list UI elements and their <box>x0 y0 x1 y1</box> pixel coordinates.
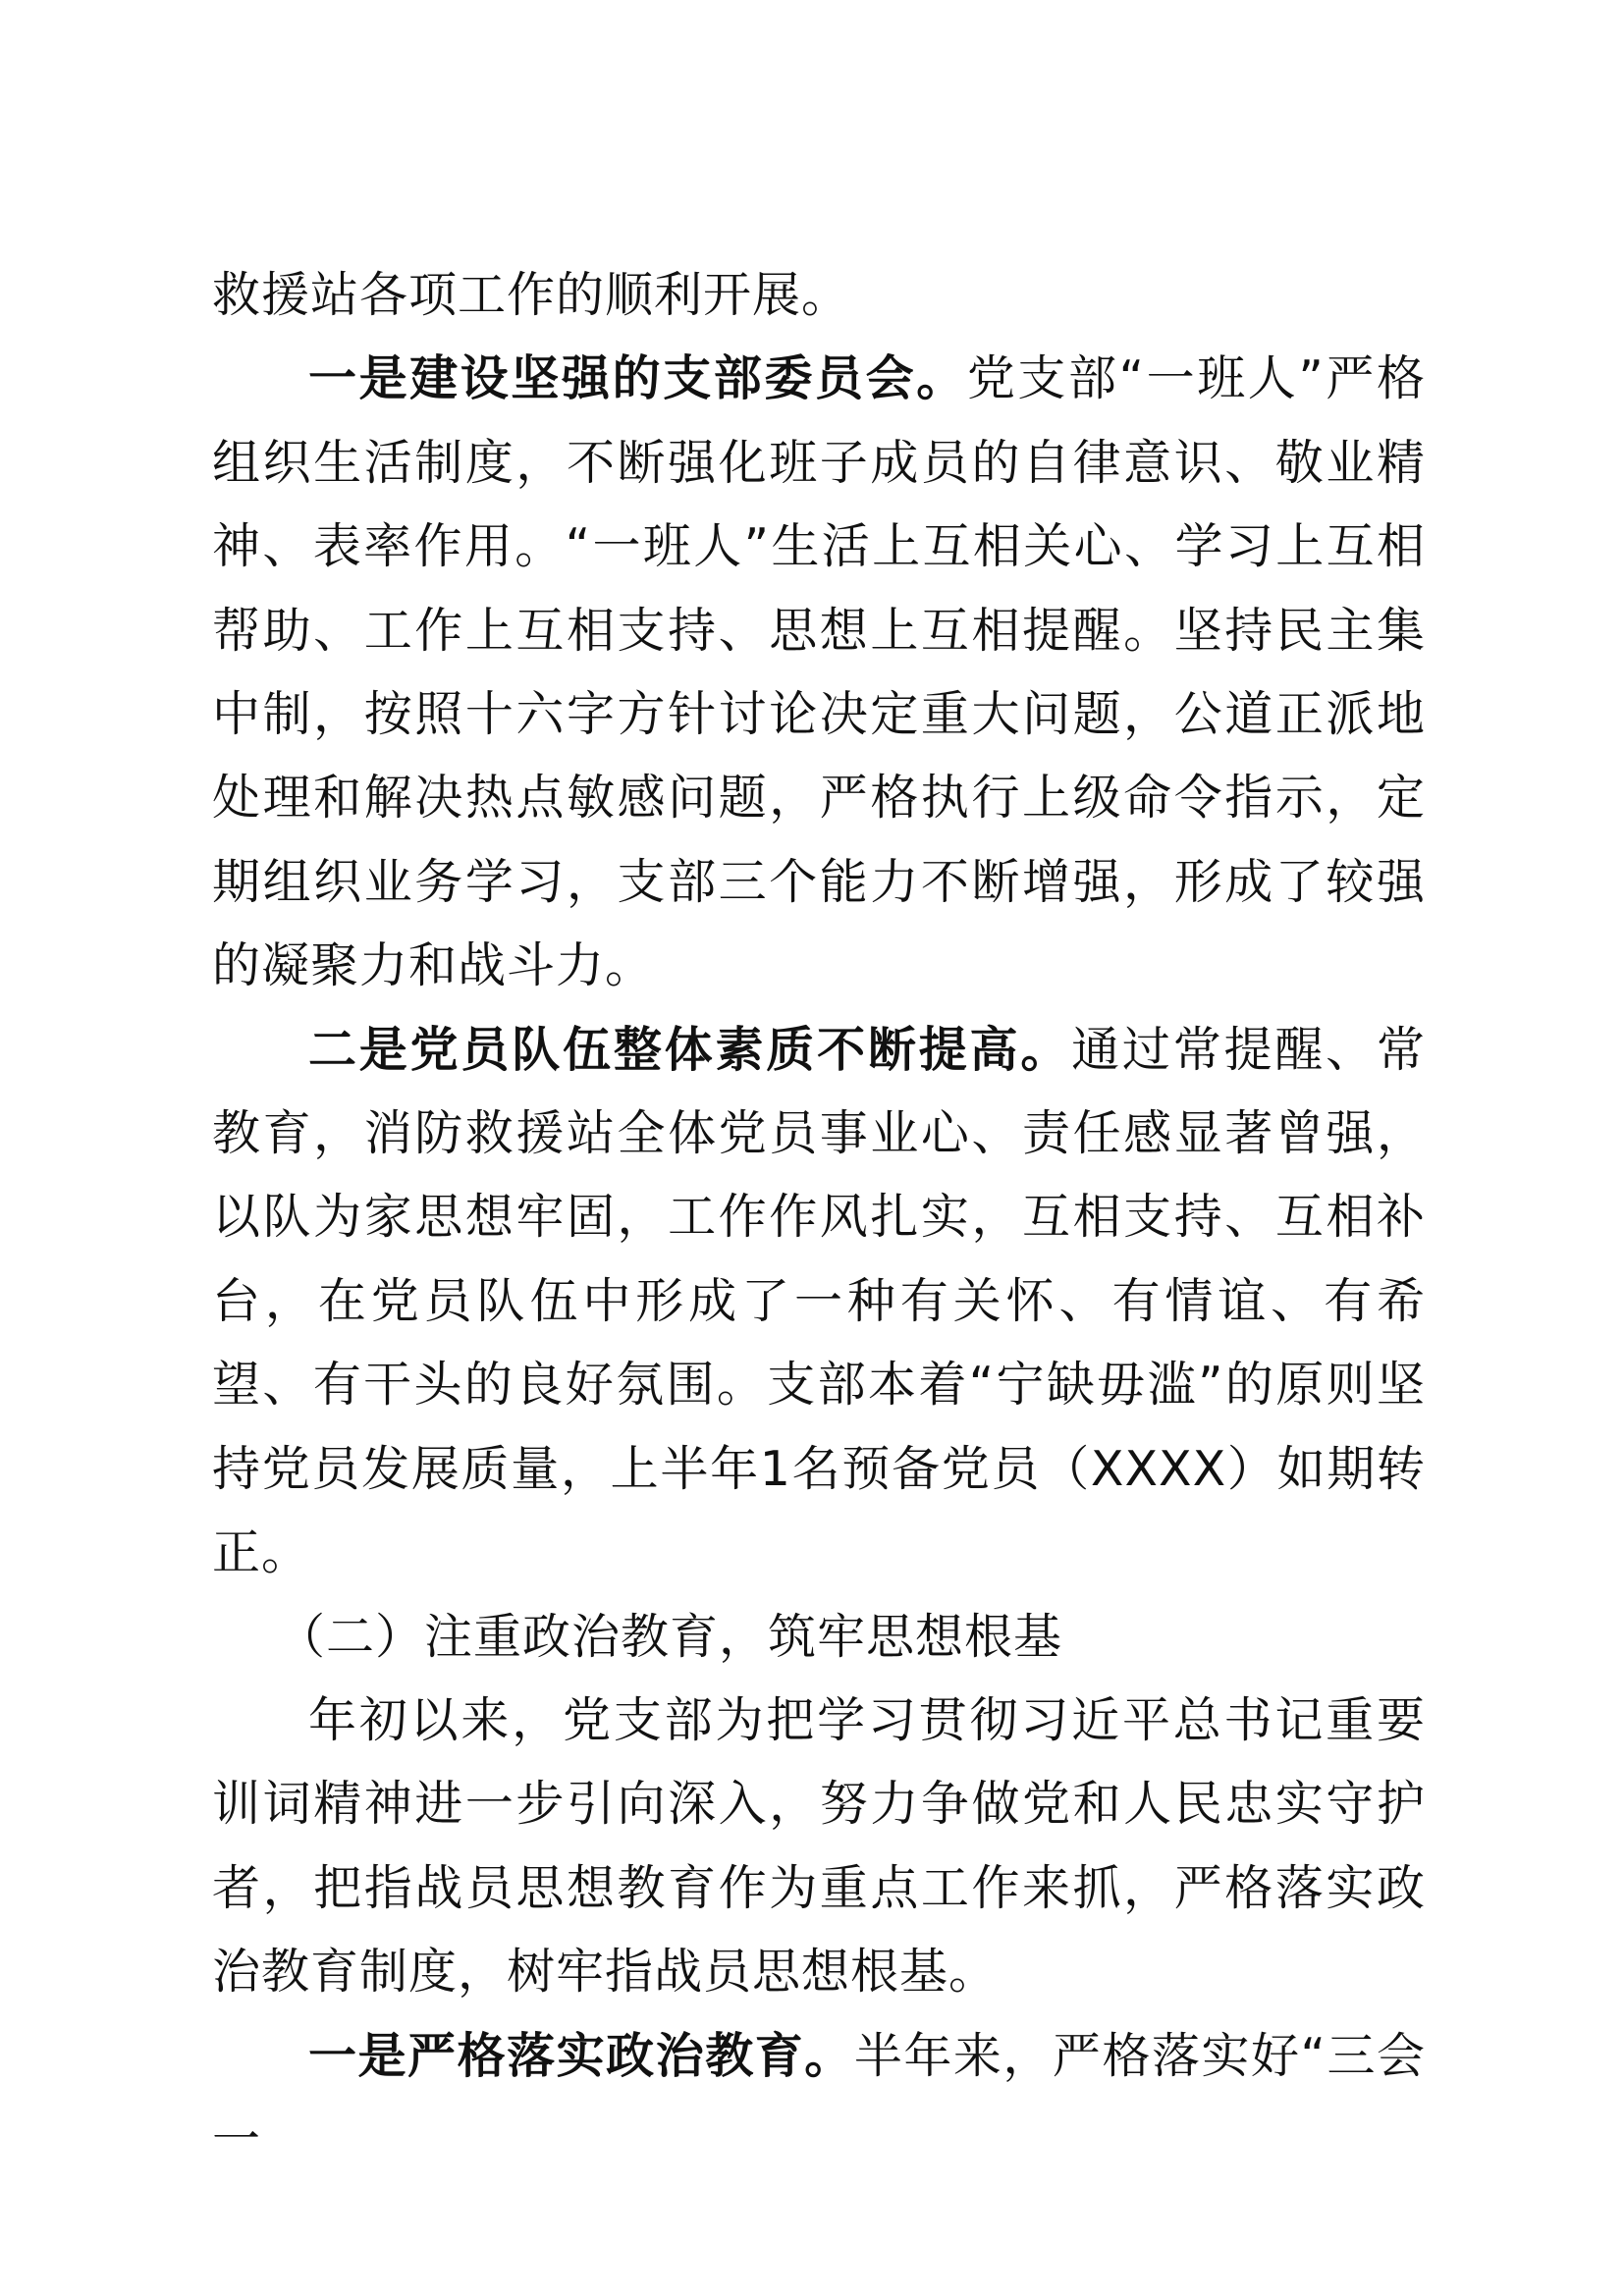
section-heading-text: （二）注重政治教育，筑牢思想根基 <box>277 1608 1063 1665</box>
section-heading <box>212 1595 1426 1679</box>
paragraph-lead-heading: 二是党员队伍整体素质不断提高。 <box>308 1021 1072 1078</box>
paragraph-political-education-intro <box>212 1679 1426 2014</box>
document-body <box>212 253 1426 2181</box>
paragraph-continuation <box>212 253 1426 337</box>
paragraph-text: 通过常提醒、常教育，消防救援站全体党员事业心、责任感显著曾强，以队为家思想牢固，工作作风扎实，互相支持、互相补台，在党员队伍中形成了一种有关怀、有情谊、有希望、有干头的良好氛围。支部本着“宁缺毋滥”的原则坚持党员发展质量，上半年1名预备党员（XXXX）如期转正。 <box>212 1021 1426 1581</box>
paragraph-branch-committee <box>212 337 1426 1007</box>
paragraph-lead-heading: 一是严格落实政治教育。 <box>308 2027 854 2084</box>
paragraph-lead-heading: 一是建设坚强的支部委员会。 <box>308 350 967 407</box>
paragraph-text: 半年来，严格落实好“三会一 <box>212 2027 1426 2167</box>
paragraph-text: 党支部“一班人”严格组织生活制度，不断强化班子成员的自律意识、敬业精神、表率作用。“一班人”生活上互相关心、学习上互相帮助、工作上互相支持、思想上互相提醒。坚持民主集中制，按照十六字方针讨论决定重大问题，公道正派地处理和解决热点敏感问题，严格执行上级命令指示，定期组织业务学习，支部三个能力不断增强，形成了较强的凝聚力和战斗力。 <box>212 350 1426 994</box>
paragraph-political-education <box>212 2014 1426 2182</box>
paragraph-text: 年初以来，党支部为把学习贯彻习近平总书记重要训词精神进一步引向深入，努力争做党和人民忠实守护者，把指战员思想教育作为重点工作来抓，严格落实政治教育制度，树牢指战员思想根基。 <box>212 1691 1426 2001</box>
paragraph-member-quality <box>212 1008 1426 1595</box>
paragraph-text: 救援站各项工作的顺利开展。 <box>212 267 851 323</box>
